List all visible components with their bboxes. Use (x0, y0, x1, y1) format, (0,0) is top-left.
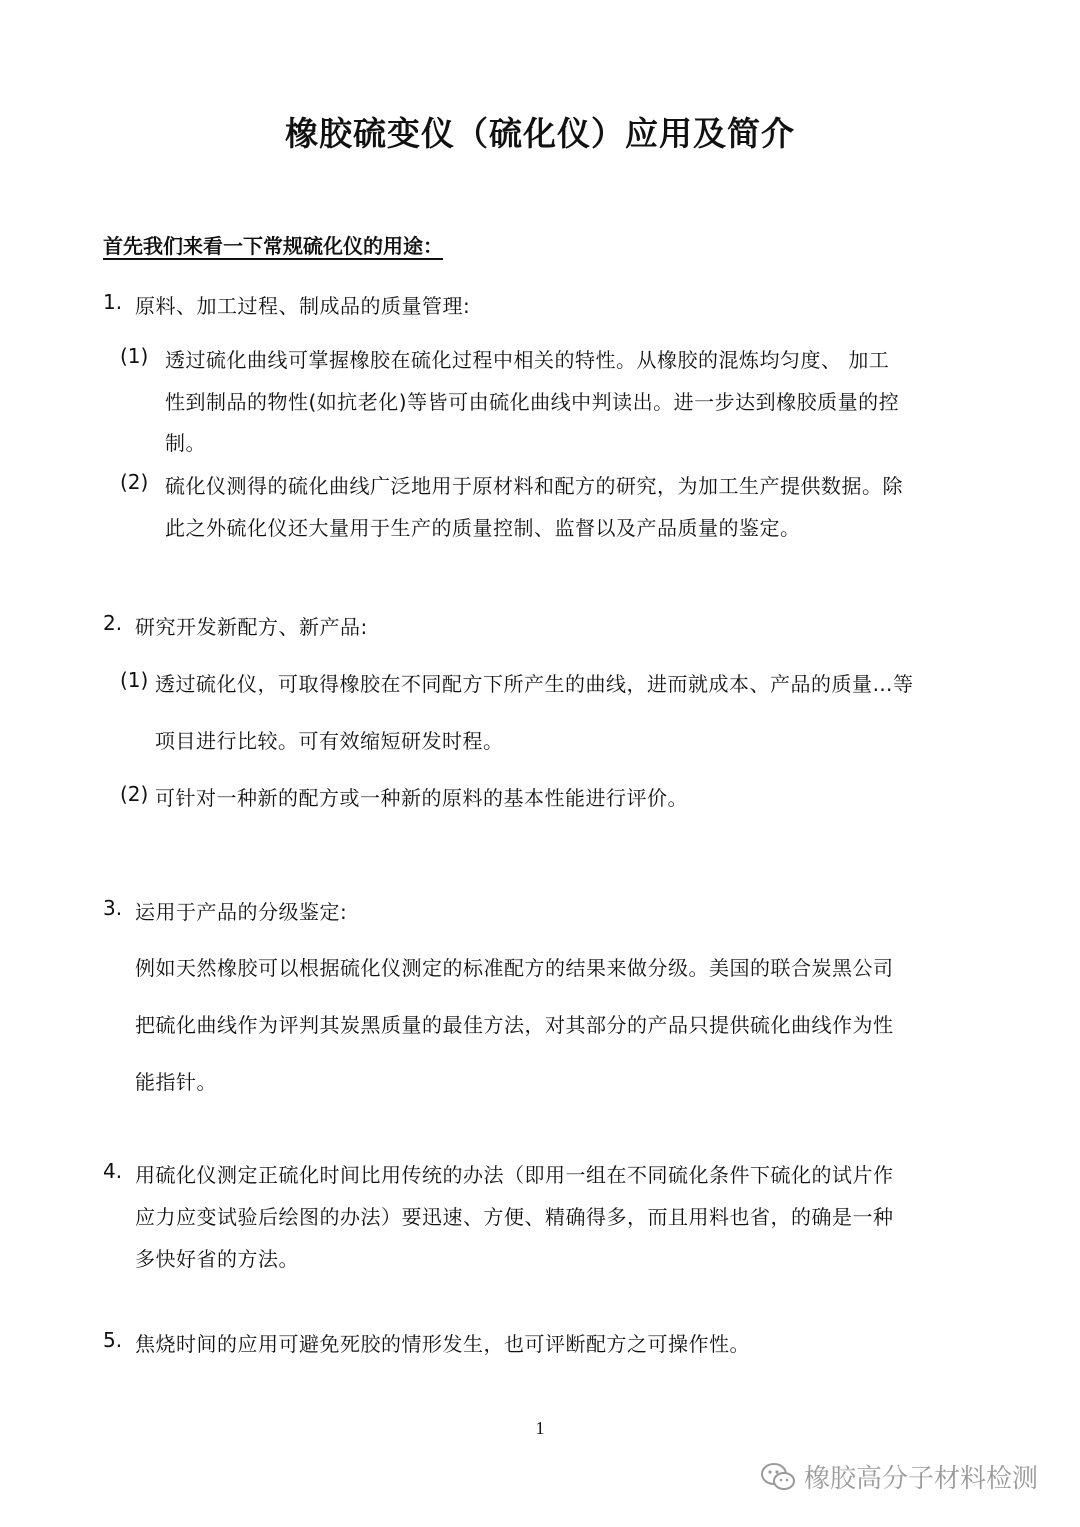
section-4-line-2: 应力应变试验后绘图的办法）要迅速、方便、精确得多，而且用料也省，的确是一种 (135, 1205, 894, 1229)
section-1-item-2-line-2: 此之外硫化仪还大量用于生产的质量控制、监督以及产品质量的鉴定。 (165, 516, 801, 540)
section-2-number: 2. (103, 611, 123, 635)
section-2-item-1-line-2: 项目进行比较。可有效缩短研发时程。 (155, 729, 504, 753)
section-5-number: 5. (103, 1328, 123, 1352)
wechat-icon (760, 1462, 796, 1492)
section-4-line-3: 多快好省的方法。 (135, 1247, 299, 1271)
section-1-number: 1. (103, 290, 123, 314)
section-1-item-1-number: (1) (120, 344, 149, 368)
page-number: 1 (535, 1418, 545, 1438)
section-3-heading: 运用于产品的分级鉴定: (135, 900, 348, 924)
section-2-heading: 研究开发新配方、新产品: (135, 615, 368, 639)
document-title: 橡胶硫变仪（硫化仪）应用及简介 (285, 114, 795, 153)
section-2-item-2-number: (2) (120, 782, 149, 806)
section-1-item-2-line-1: 硫化仪测得的硫化曲线广泛地用于原材料和配方的研究，为加工生产提供数据。除 (165, 474, 903, 498)
watermark-text: 橡胶高分子材料检测 (804, 1464, 1039, 1494)
section-2-item-1-line-1: 透过硫化仪，可取得橡胶在不同配方下所产生的曲线，进而就成本、产品的质量…等 (155, 672, 914, 696)
section-1-heading: 原料、加工过程、制成品的质量管理: (135, 294, 471, 318)
section-3-number: 3. (103, 896, 123, 920)
section-1-item-1-line-3: 制。 (165, 431, 206, 455)
section-4-number: 4. (103, 1159, 123, 1183)
section-1-item-1-line-1: 透过硫化曲线可掌握橡胶在硫化过程中相关的特性。从橡胶的混炼均匀度、 加工 (165, 348, 890, 372)
section-3-line-1: 例如天然橡胶可以根据硫化仪测定的标准配方的结果来做分级。美国的联合炭黑公司 (135, 956, 894, 980)
section-1-item-2-number: (2) (120, 470, 149, 494)
section-5-line-1: 焦烧时间的应用可避免死胶的情形发生，也可评断配方之可操作性。 (135, 1332, 750, 1356)
section-2-item-2-line-1: 可针对一种新的配方或一种新的原料的基本性能进行评价。 (155, 786, 688, 810)
intro-heading: 首先我们来看一下常规硫化仪的用途： (103, 234, 443, 258)
section-4-line-1: 用硫化仪测定正硫化时间比用传统的办法（即用一组在不同硫化条件下硫化的试片作 (135, 1163, 894, 1187)
section-1-item-1-line-2: 性到制品的物性(如抗老化)等皆可由硫化曲线中判读出。进一步达到橡胶质量的控 (165, 390, 900, 414)
section-2-item-1-number: (1) (120, 668, 149, 692)
watermark (760, 1458, 1038, 1495)
section-3-line-3: 能指针。 (135, 1070, 217, 1094)
section-3-line-2: 把硫化曲线作为评判其炭黑质量的最佳方法，对其部分的产品只提供硫化曲线作为性 (135, 1013, 894, 1037)
